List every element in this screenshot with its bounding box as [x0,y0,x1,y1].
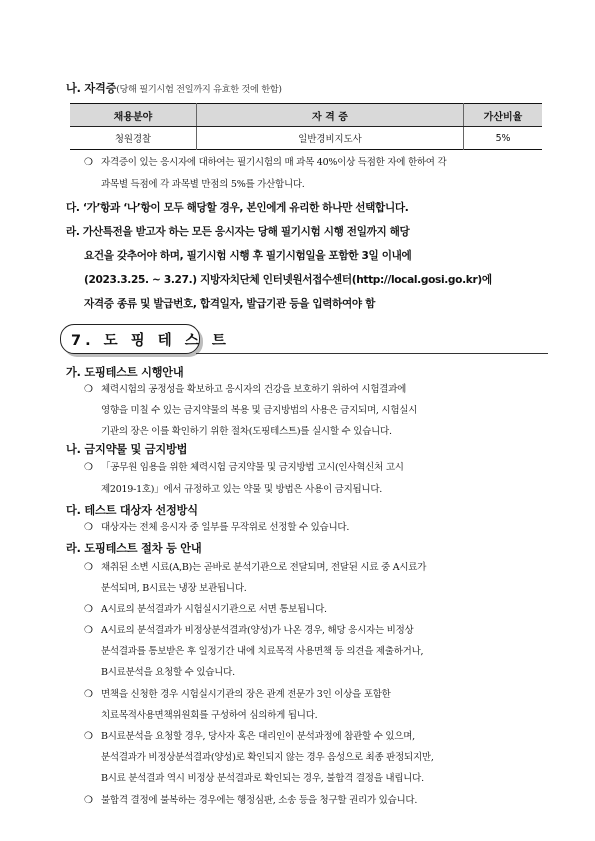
bullet-icon: ❍ [84,604,93,615]
doping-ra-item-3-line-3: B시료분석을 요청할 수 있습니다. [101,667,235,678]
bullet-icon: ❍ [84,731,93,742]
doping-ra-item-2-line-1: A시료의 분석결과가 시험실시기관으로 서면 통보됩니다. [101,604,327,615]
doping-ra-heading: 라. 도핑테스트 절차 등 안내 [66,542,202,555]
bullet-icon: ❍ [84,689,93,700]
doping-ra-item-5-line-2: 분석결과가 비정상분석결과(양성)로 확인되지 않는 경우 음성으로 최종 판정되지만, [101,752,434,763]
cert-table-cell-field: 청원경찰 [114,134,152,145]
doping-ra-item-1-line-1: 채취된 소변 시료(A,B)는 곧바로 분석기관으로 전달되며, 전달된 시료 중 A시료가 [101,562,427,573]
doping-ra-item-4-line-2: 치료목적사용면책위원회를 구성하여 심의하게 됩니다. [101,710,318,721]
cert-heading [66,80,282,96]
cert-table-header-cert: 자 격 증 [197,104,464,127]
bullet-icon: ❍ [84,522,93,533]
doping-ra-item-3-line-1: A시료의 분석결과가 비정상분석결과(양성)가 나온 경우, 해당 응시자는 비정상 [101,625,414,636]
doping-ra-item-3-line-2: 분석결과를 통보받은 후 일정기간 내에 치료목적 사용면책 등 의견을 제출하거나, [101,646,424,657]
cert-heading-note: (당해 필기시험 전일까지 유효한 것에 한함) [116,84,282,95]
doping-da-line-1: 대상자는 전체 응시자 중 일부를 무작위로 선정할 수 있습니다. [101,522,350,533]
doping-ra-item-5-line-1: B시료분석을 요청할 경우, 당사자 혹은 대리인이 분석과정에 참관할 수 있으며, [101,731,415,742]
cert-table-header-field: 채용분야 [70,104,197,127]
doping-ga-line-3: 기관의 장은 이를 확인하기 위한 절차(도핑테스트)를 실시할 수 있습니다. [101,426,392,437]
section7-title-box [60,324,230,354]
bullet-icon: ❍ [84,384,93,395]
cert-table-header-row [70,104,542,127]
rule-ra-line-1: 라. 가산특전을 받고자 하는 모든 응시자는 당해 필기시험 시행 전일까지 해당 [66,226,410,238]
doping-ga-line-1: 체력시험의 공정성을 확보하고 응시자의 건강을 보호하기 위하여 시험결과에 [101,384,407,395]
cert-bullet-line-2: 과목별 득점에 각 과목별 만점의 5%를 가산합니다. [101,179,305,190]
section7-title: 7. 도 핑 테 스 트 [71,333,230,349]
rule-ra-line-2: 요건을 갖추어야 하며, 필기시험 시행 후 필기시험일을 포함한 3일 이내에 [84,250,412,262]
cert-table [70,103,542,150]
cert-table-header-rate: 가산비율 [464,104,543,127]
section7-divider [196,353,548,354]
cert-table-cell-rate: 5% [464,127,543,150]
doping-ra-item-1-line-2: 분석되며, B시료는 냉장 보관됩니다. [101,583,247,594]
doping-ra-item-5-line-3: B시료 분석결과 역시 비정상 분석결과로 확인되는 경우, 불합격 결정을 내립니다. [101,773,424,784]
bullet-icon: ❍ [84,562,93,573]
doping-na-line-1: 「공무원 임용을 위한 체력시험 금지약물 및 금지방법 고시(인사혁신처 고시 [101,462,404,473]
doping-na-heading: 나. 금지약물 및 금지방법 [66,443,188,456]
bullet-icon: ❍ [84,625,93,636]
rule-da: 다. ‘가’항과 ‘나’항이 모두 해당할 경우, 본인에게 유리한 하나만 선택합니다. [66,202,409,214]
doping-na-line-2: 제2019-1호)」에서 규정하고 있는 약물 및 방법은 사용이 금지됩니다. [101,484,383,495]
doping-da-heading: 다. 테스트 대상자 선정방식 [66,504,198,517]
doping-ga-heading: 가. 도핑테스트 시행안내 [66,366,184,379]
bullet-icon: ❍ [84,795,93,806]
cert-bullet-line-1: 자격증이 있는 응시자에 대하여는 필기시험의 매 과목 40%이상 득점한 자에 한하여 각 [101,157,447,168]
cert-table-cell-cert: 일반경비지도사 [197,127,464,150]
doping-ra-item-4-line-1: 면책을 신청한 경우 시험실시기관의 장은 관계 전문가 3인 이상을 포함한 [101,689,391,700]
bullet-icon: ❍ [84,462,93,473]
doping-ga-line-2: 영향을 미칠 수 있는 금지약물의 복용 및 금지방법의 사용은 금지되며, 시험실시 [101,405,418,416]
cert-heading-label: 나. 자격증 [66,82,117,95]
table-row [70,127,542,150]
rule-ra-line-3: (2023.3.25. ~ 3.27.) 지방자치단체 인터넷원서접수센터(http://local.gosi.go.kr)에 [84,274,492,286]
bullet-icon: ❍ [84,157,93,168]
doping-ra-item-6-line-1: 불합격 결정에 불복하는 경우에는 행정심판, 소송 등을 청구할 권리가 있습니다. [101,795,418,806]
rule-ra-line-4: 자격증 종류 및 발급번호, 합격일자, 발급기관 등을 입력하여야 함 [84,298,376,310]
